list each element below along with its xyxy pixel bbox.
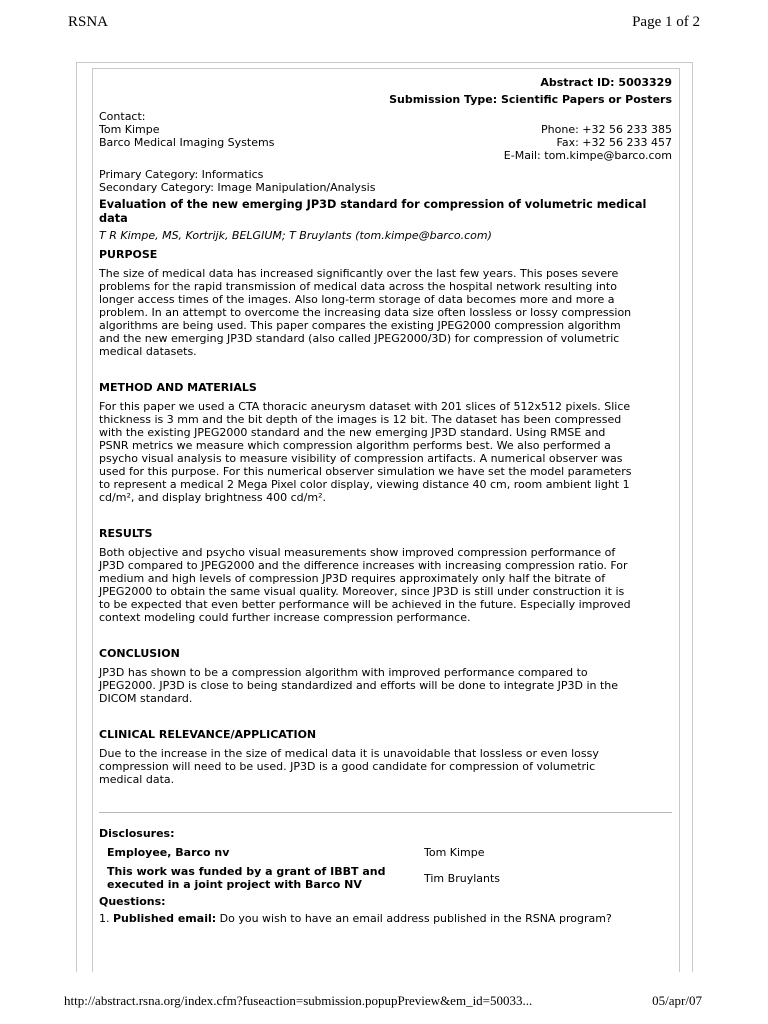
disclosure-text: This work was funded by a grant of IBBT and executed in a joint project with Barco NV bbox=[107, 865, 386, 891]
section-body-clinical: Due to the increase in the size of medical data it is unavoidable that lossless or even lossy compression will need to be used. JP3D is a good candidate for compression of volumetric medical data. bbox=[99, 747, 599, 786]
section-body-method: For this paper we used a CTA thoracic aneurysm dataset with 201 slices of 512x512 pixels. Slice thickness is 3 mm and the bit depth of the images is 12 bit. The dataset has been compressed with the existing JPEG2000 standard and the new emerging JP3D standard. Using RMSE and PSNR metrics we measure which compression algorithm performs best. We also performed a psycho visual analysis to measure visibility of compression artifacts. A numerical observer was used for this purpose. For this numerical observer simulation we have set the model parameters to represent a medical 2 Mega Pixel color display, viewing distance 40 cm, room ambient light 1 cd/m², and display brightness 400 cd/m². bbox=[99, 400, 632, 504]
footer-url: http://abstract.rsna.org/index.cfm?fuseaction=submission.popupPreview&em_id=50033... bbox=[64, 993, 533, 1008]
print-footer bbox=[64, 993, 702, 1009]
section-heading-results: RESULTS bbox=[99, 527, 153, 540]
disclosure-person: Tim Bruylants bbox=[424, 871, 501, 885]
page-number: Page 1 of 2 bbox=[632, 14, 700, 30]
question-label: Published email: bbox=[113, 912, 217, 925]
contact-email: E-Mail: tom.kimpe@barco.com bbox=[503, 149, 672, 162]
contact-row-2 bbox=[99, 136, 672, 149]
contact-name: Tom Kimpe bbox=[99, 123, 160, 136]
disclosure-person: Tom Kimpe bbox=[424, 846, 485, 859]
authors: T R Kimpe, MS, Kortrijk, BELGIUM; T Bruylants (tom.kimpe@barco.com) bbox=[99, 229, 492, 242]
disclosure-row bbox=[99, 865, 672, 891]
secondary-category: Secondary Category: Image Manipulation/Analysis bbox=[99, 181, 376, 194]
disclosure-row bbox=[99, 846, 672, 859]
contact-fax: Fax: +32 56 233 457 bbox=[556, 136, 672, 149]
disclosures-label: Disclosures: bbox=[99, 827, 175, 840]
section-body-results: Both objective and psycho visual measurements show improved compression performance of JP3D compared to JPEG2000 and the difference increases with increasing compression ratio. For medium and high levels of compression JP3D requires approximately only half the bitrate of JPEG2000 to obtain the same visual quality. Moreover, since JP3D is still under construction it is to be expected that even better performance will be achieved in the future. Especially improved context modeling could further increase compression performance. bbox=[99, 546, 631, 624]
contact-org: Barco Medical Imaging Systems bbox=[99, 136, 275, 149]
abstract-title-line: data bbox=[99, 211, 128, 225]
print-header-site: RSNA bbox=[68, 14, 109, 30]
contact-label: Contact: bbox=[99, 110, 146, 123]
submission-type: Submission Type: Scientific Papers or Posters bbox=[389, 93, 672, 106]
section-heading-method: METHOD AND MATERIALS bbox=[99, 381, 257, 394]
abstract-title bbox=[99, 198, 672, 225]
section-heading-conclusion: CONCLUSION bbox=[99, 647, 180, 660]
question-text: Do you wish to have an email address published in the RSNA program? bbox=[219, 912, 612, 925]
section-heading-clinical: CLINICAL RELEVANCE/APPLICATION bbox=[99, 728, 317, 741]
contact-row-1 bbox=[99, 123, 672, 136]
questions-label: Questions: bbox=[99, 895, 166, 908]
section-heading-purpose: PURPOSE bbox=[99, 248, 158, 261]
divider bbox=[99, 812, 672, 813]
abstract-content bbox=[99, 76, 672, 925]
disclosure-text: Employee, Barco nv bbox=[107, 846, 230, 859]
question-number: 1. bbox=[99, 912, 110, 925]
print-header bbox=[68, 14, 700, 31]
abstract-id: Abstract ID: 5003329 bbox=[540, 76, 672, 89]
footer-date: 05/apr/07 bbox=[652, 993, 702, 1008]
contact-phone: Phone: +32 56 233 385 bbox=[541, 123, 672, 136]
primary-category: Primary Category: Informatics bbox=[99, 168, 264, 181]
abstract-title-line: Evaluation of the new emerging JP3D standard for compression of volumetric medical bbox=[99, 198, 647, 211]
question-item bbox=[99, 912, 672, 925]
section-body-purpose: The size of medical data has increased significantly over the last few years. This poses severe problems for the rapid transmission of medical data across the hospital network resulting into longer access times of the images. Also long-term storage of data becomes more and more a problem. In an attempt to overcome the increasing data size often lossless or lossy compression algorithms are being used. This paper compares the existing JPEG2000 compression algorithm and the new emerging JP3D standard (also called JPEG2000/3D) for compression of volumetric medical datasets. bbox=[99, 267, 632, 358]
section-body-conclusion: JP3D has shown to be a compression algorithm with improved performance compared to JPEG2000. JP3D is close to being standardized and efforts will be done to integrate JP3D in the DICOM standard. bbox=[99, 666, 619, 705]
